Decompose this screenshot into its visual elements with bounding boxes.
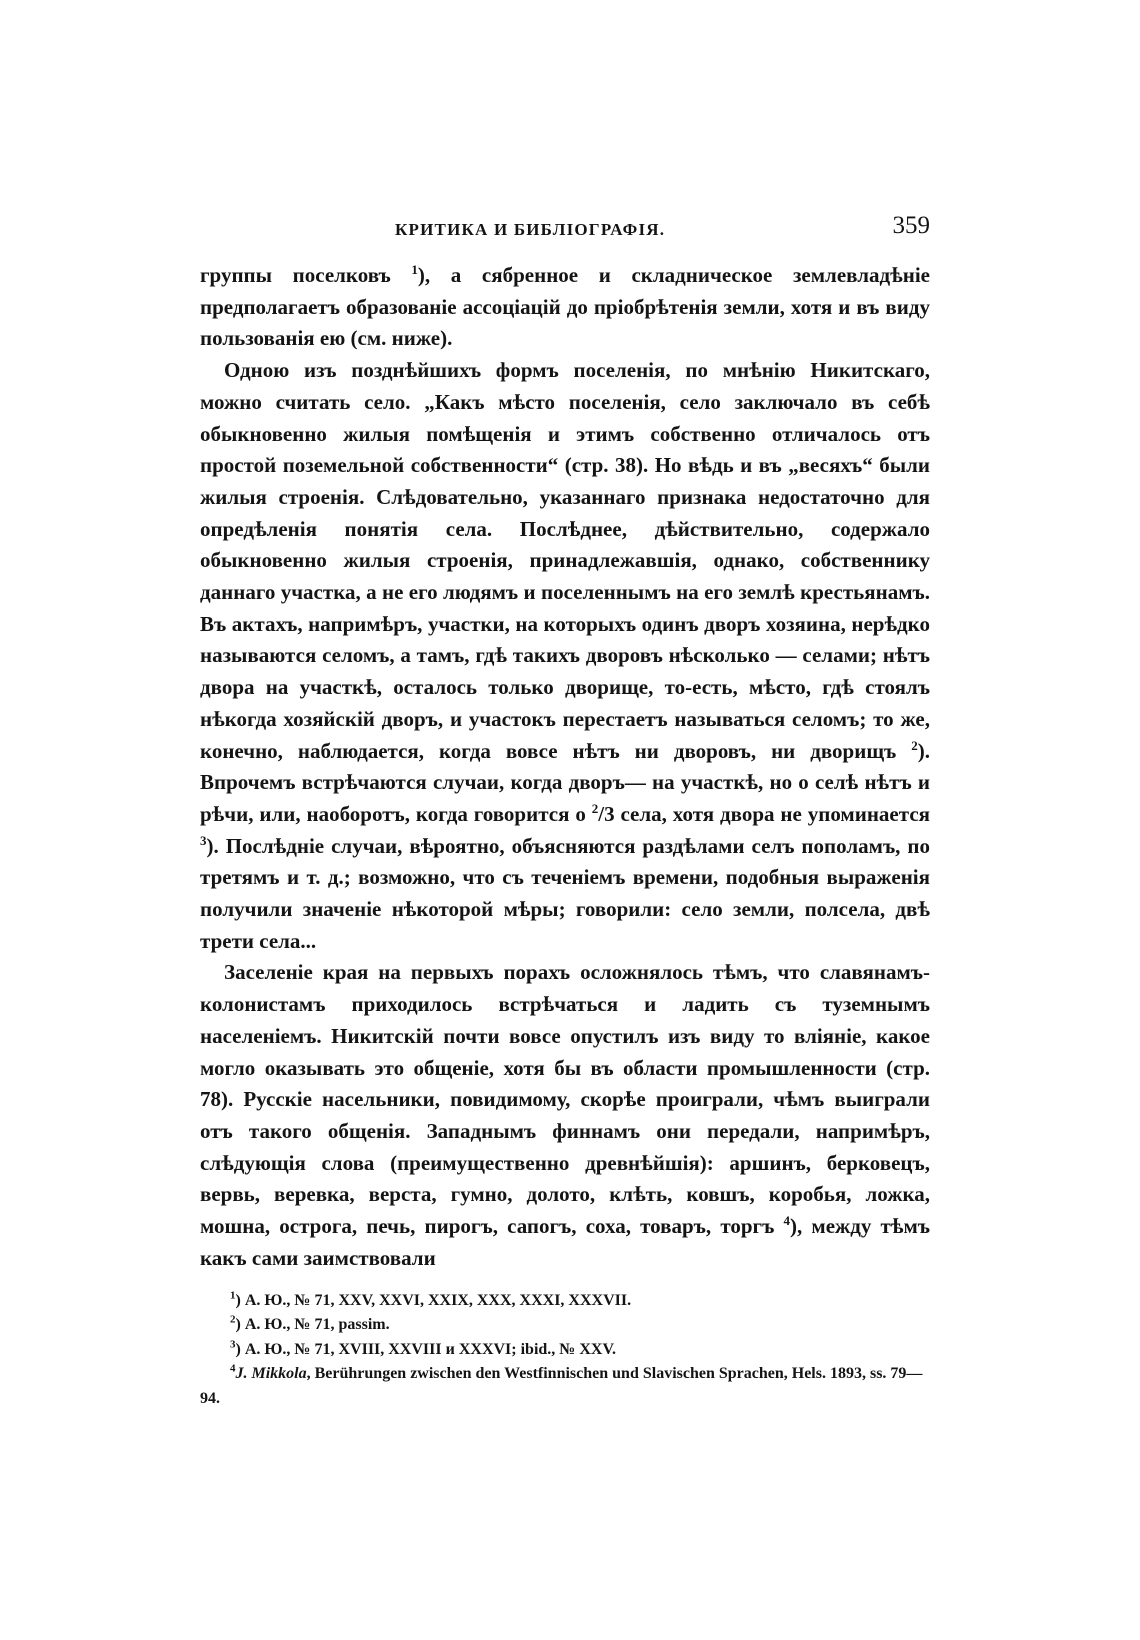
paragraph-1-text: группы поселковъ	[200, 263, 412, 287]
footnote-mark: 2	[230, 1313, 236, 1326]
fraction-denominator: /3	[598, 801, 615, 826]
footnote-mark: 3	[230, 1338, 236, 1351]
footnote-2	[200, 1313, 930, 1338]
paragraph-1-text-cont: ), а сябренное и складническое землевладѣніе предполагаетъ образованіе ассоціацій до пріобрѣтенія земли, хотя и въ виду пользованія ею (см. ниже).	[200, 263, 930, 351]
paragraph-2-text-cont-2: села, хотя двора не упоминается	[614, 801, 930, 826]
page-number: 359	[892, 212, 930, 239]
footnote-text: ) А. Ю., № 71, XXV, XXVI, XXIX, XXX, XXXI, XXXVII.	[235, 1291, 632, 1309]
paragraph-3-text: Заселеніе края на первыхъ порахъ осложнялось тѣмъ, что славянамъ-колонистамъ приходилось встрѣчаться и ладить съ туземнымъ населеніемъ. Никитскій почти вовсе опустилъ изъ виду то вліяніе, какое могло оказывать это общеніе, хотя бы въ области промышленности (стр. 78). Русскіе насельники, повидимому, скорѣе проиграли, чѣмъ выиграли отъ такого общенія. Западнымъ финнамъ они передали, напримѣръ, слѣдующія слова (преимущественно древнѣйшія): аршинъ, берковецъ, вервь, веревка, верста, гумно, долото, клѣть, ковшъ, коробья, ложка, мошна, острога, печь, пирогъ, сапогъ, соха, товаръ, торгъ	[200, 960, 930, 1239]
footnote-3	[200, 1338, 930, 1363]
footnote-ref-3: 3	[200, 832, 207, 848]
paragraph-2-text-cont-3: ). Послѣдніе случаи, вѣроятно, объясняются раздѣлами селъ пополамъ, по третямъ и т. д.; возможно, что съ теченіемъ времени, подобныя выраженія получили значеніе нѣкоторой мѣры; говорили: село земли, полсела, двѣ трети села...	[200, 833, 930, 953]
footnote-mark: 1	[230, 1289, 236, 1302]
footnote-text: ) А. Ю., № 71, passim.	[235, 1316, 390, 1333]
paragraph-2-text: Одною изъ позднѣйшихъ формъ поселенія, по мнѣнію Никитскаго, можно считать село. „Какъ мѣсто поселенія, село заключало въ себѣ обыкновенно жилыя помѣщенія и этимъ собственно отличалось отъ простой поземельной собственности“ (стр. 38). Но вѣдь и въ „весяхъ“ были жилыя строенія. Слѣдовательно, указаннаго признака недостаточно для опредѣленія понятія села. Послѣднее, дѣйствительно, содержало обыкновенно жилыя строенія, принадлежавшія, однако, собственнику даннаго участка, а не его людямъ и поселеннымъ на его землѣ крестьянамъ. Въ актахъ, напримѣръ, участки, на которыхъ одинъ дворъ хозяина, нерѣдко называются селомъ, а тамъ, гдѣ такихъ дворовъ нѣсколько — селами; нѣтъ двора на участкѣ, осталось только дворище, то-есть, мѣсто, гдѣ стоялъ нѣкогда хозяйскій дворъ, и участокъ перестаетъ называться селомъ; то же, конечно, наблюдается, когда вовсе нѣтъ ни дворовъ, ни дворищъ	[200, 358, 930, 763]
footnote-mark: 4	[230, 1362, 236, 1375]
footnote-4	[200, 1362, 930, 1411]
paragraph-3	[200, 957, 930, 1274]
footnote-ref-1: 1	[411, 262, 418, 277]
footnote-1	[200, 1289, 930, 1314]
footnotes	[200, 1289, 930, 1412]
footnote-text: , Berührungen zwischen den Westfinnischen und Slavischen Sprachen, Hels. 1893, ss. 79—94.	[200, 1365, 923, 1407]
fraction-numerator: 2	[591, 800, 599, 816]
paragraph-2	[200, 355, 930, 957]
footnote-ref-4: 4	[783, 1213, 790, 1229]
body-text	[200, 260, 930, 1275]
footnote-author: J. Mikkola	[235, 1365, 307, 1382]
running-head	[200, 212, 930, 252]
running-title: КРИТИКА И БИБЛІОГРАФІЯ.	[395, 220, 666, 239]
paragraph-2-text-cont: ). Впрочемъ встрѣчаются случаи, когда дворъ— на участкѣ, но о селѣ нѣтъ и рѣчи, или, наоборотъ, когда говорится о	[200, 738, 930, 826]
paragraph-3-text-cont: ), между тѣмъ какъ сами заимствовали	[200, 1214, 930, 1270]
footnote-text: ) А. Ю., № 71, XVIII, XXVIII и XXXVI; ibid., № XXV.	[235, 1340, 616, 1358]
book-page	[200, 212, 930, 1411]
paragraph-1	[200, 260, 930, 355]
footnote-ref-2: 2	[911, 737, 918, 753]
